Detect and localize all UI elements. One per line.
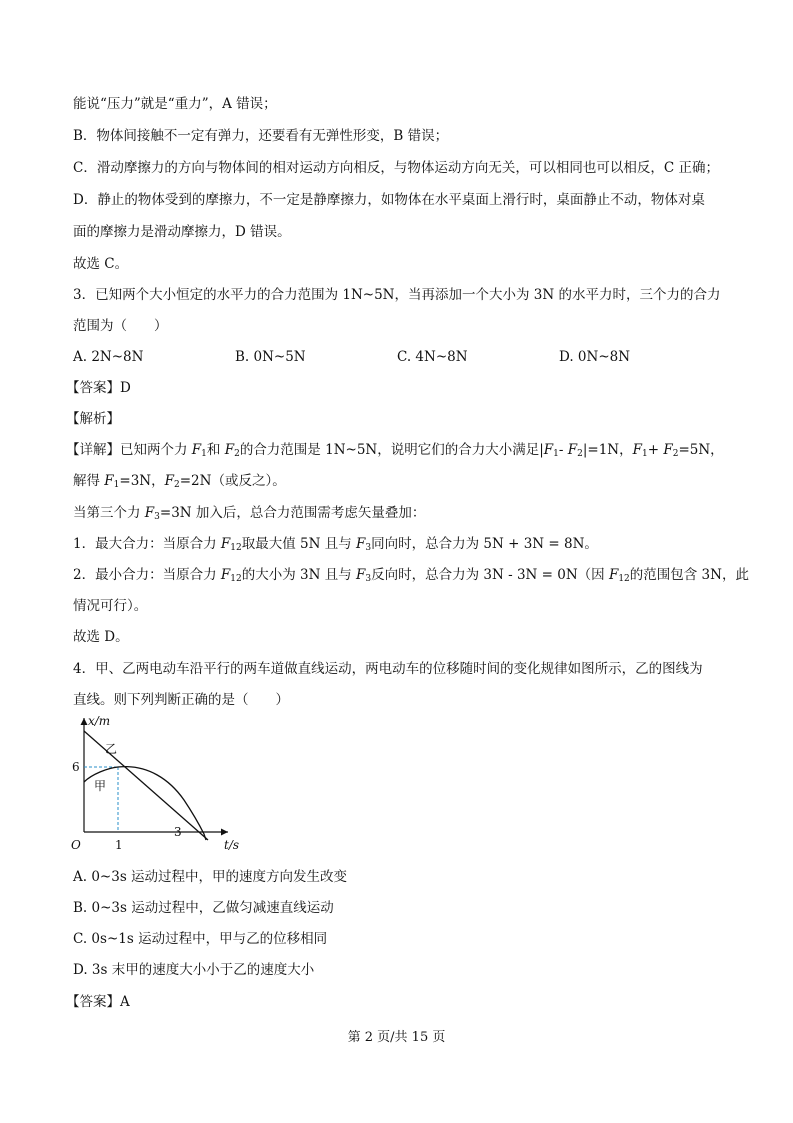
q3-analysis-tag: 【解析】 bbox=[66, 411, 120, 427]
q3-option-d: D. 0N~8N bbox=[559, 349, 631, 365]
answer-tag: 【答案】 bbox=[66, 994, 120, 1010]
q3-detail-line: 1．最大合力：当原合力 $F_{12}$取最大值 5N 且与 $F_3$同向时，总合力为 5N + 3N = 8N。 bbox=[73, 536, 598, 553]
question-3-stem: 范围为（ ） bbox=[73, 318, 168, 334]
q4-answer bbox=[66, 992, 130, 1012]
y-axis-label: x/m bbox=[88, 714, 111, 728]
label-jia: 甲 bbox=[94, 779, 107, 793]
question-3-stem: 3．已知两个大小恒定的水平力的合力范围为 1N~5N，当再添加一个大小为 3N 的水平力时，三个力的合力 bbox=[73, 287, 721, 303]
text-line: C．滑动摩擦力的方向与物体间的相对运动方向相反，与物体运动方向无关，可以相同也可以相反，C 正确； bbox=[73, 160, 719, 176]
xt-graph bbox=[68, 712, 248, 857]
q3-conclusion: 故选 D。 bbox=[73, 629, 129, 645]
text-line: B．物体间接触不一定有弹力，还要看有无弹性形变，B 错误； bbox=[73, 128, 449, 144]
q4-option-b: B. 0~3s 运动过程中，乙做匀减速直线运动 bbox=[73, 900, 334, 916]
text-line: 能说“压力”就是“重力”，A 错误； bbox=[73, 96, 277, 112]
curve-jia bbox=[84, 767, 206, 840]
q3-detail-line: 当第三个力 $F_3=3N$ 加入后，总合力范围需考虑矢量叠加： bbox=[73, 505, 426, 522]
x-tick-3: 3 bbox=[174, 825, 182, 839]
label-yi: 乙 bbox=[105, 742, 118, 756]
answer-tag: 【答案】 bbox=[66, 380, 120, 396]
q3-detail-line: 情况可行）。 bbox=[73, 598, 148, 614]
q3-detail-line: 2．最小合力：当原合力 $F_{12}$的大小为 3N 且与 $F_3$反向时，总合力为 3N - 3N = 0N（因 $F_{12}$的范围包含 3N，此 bbox=[73, 567, 749, 584]
q3-option-b: B. 0N~5N bbox=[235, 349, 306, 365]
q3-option-c: C. 4N~8N bbox=[397, 349, 468, 365]
q4-option-d: D. 3s 末甲的速度大小小于乙的速度大小 bbox=[73, 962, 315, 978]
question-4-stem: 4．甲、乙两电动车沿平行的两车道做直线运动，两电动车的位移随时间的变化规律如图所示，乙的图线为 bbox=[73, 661, 703, 677]
q4-option-c: C. 0s~1s 运动过程中，甲与乙的位移相同 bbox=[73, 931, 328, 947]
q3-detail-line: 解得 $F_1=3N$，$F_2=2N$（或反之）。 bbox=[73, 473, 286, 490]
y-tick-6: 6 bbox=[72, 760, 80, 774]
q3-detail-line: 【详解】已知两个力 $F_1$和 $F_2$的合力范围是 1N~5N，说明它们的合力大小满足$|F_1-$ $F_2|=1N$，$F_1+ F_2=5N$， bbox=[66, 442, 724, 459]
x-axis-label: t/s bbox=[224, 838, 240, 852]
answer-value: A bbox=[120, 994, 130, 1010]
origin-label: O bbox=[71, 838, 81, 852]
text-line: 故选 C。 bbox=[73, 256, 129, 272]
q3-option-a: A. 2N~8N bbox=[73, 349, 144, 365]
x-tick-1: 1 bbox=[115, 838, 123, 852]
answer-value: D bbox=[120, 380, 131, 396]
text-line: D．静止的物体受到的摩擦力，不一定是静摩擦力，如物体在水平桌面上滑行时，桌面静止不动，物体对桌 bbox=[73, 192, 705, 208]
question-4-stem: 直线。则下列判断正确的是（ ） bbox=[73, 692, 289, 708]
text-line: 面的摩擦力是滑动摩擦力，D 错误。 bbox=[73, 224, 291, 240]
q4-option-a: A. 0~3s 运动过程中，甲的速度方向发生改变 bbox=[73, 869, 348, 885]
page-footer: 第 2 页/共 15 页 bbox=[347, 1030, 446, 1045]
q3-answer bbox=[66, 378, 131, 398]
